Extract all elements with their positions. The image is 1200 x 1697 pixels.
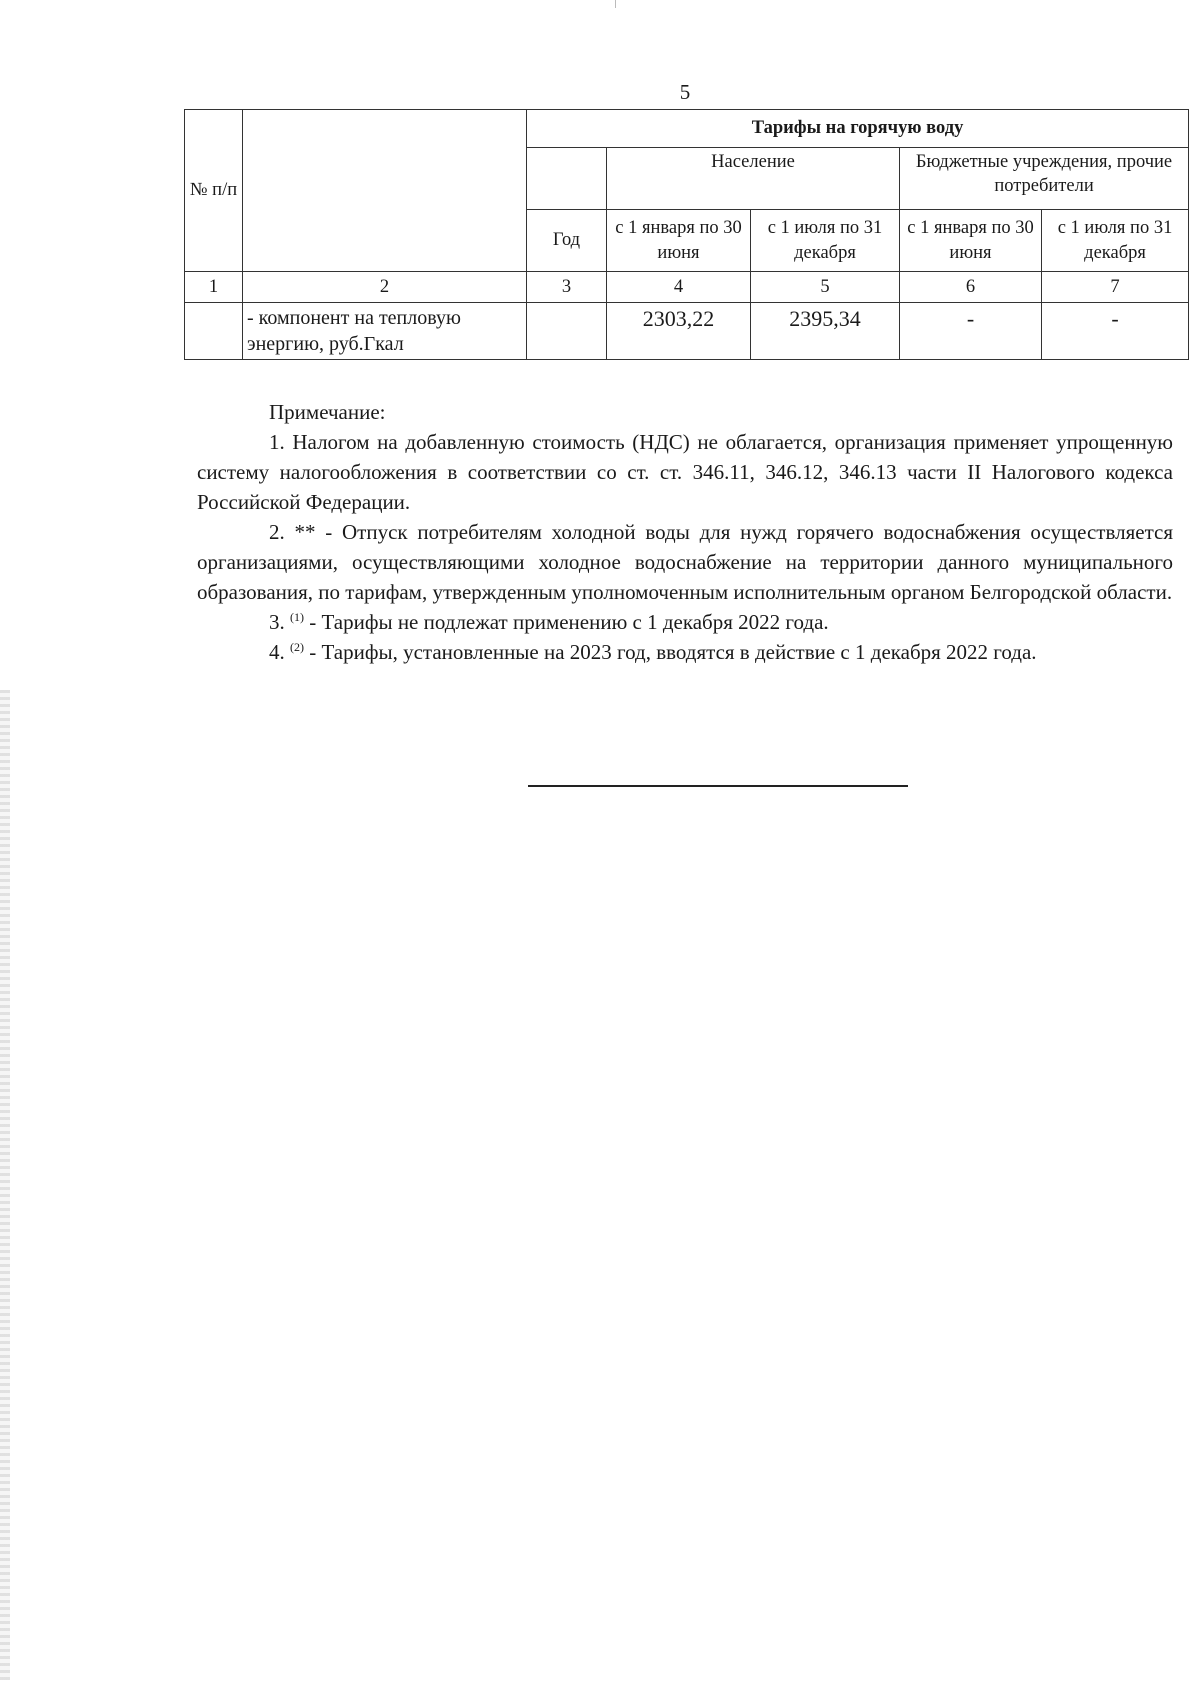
- budget-jan-jun-header: с 1 января по 30 июня: [900, 210, 1042, 272]
- note-4-marker: (2): [290, 640, 304, 654]
- col-description-header: [243, 110, 527, 272]
- budget-jul-dec-value: -: [1042, 303, 1189, 360]
- scan-top-mark: [615, 0, 616, 8]
- col-no-header: № п/п: [185, 110, 243, 272]
- column-number: 4: [607, 272, 751, 303]
- tariff-table: [184, 109, 1189, 360]
- header-row-1: [185, 110, 1189, 148]
- column-number: 7: [1042, 272, 1189, 303]
- page-number: 5: [679, 80, 691, 104]
- column-number: 3: [527, 272, 607, 303]
- column-number: 2: [243, 272, 527, 303]
- note-4-text: - Тарифы, установленные на 2023 год, вводятся в действие с 1 декабря 2022 года.: [309, 640, 1037, 664]
- notes-title: Примечание:: [269, 400, 386, 424]
- row-description: - компонент на тепловую энергию, руб.Гкал: [243, 303, 527, 360]
- note-3: [197, 607, 1173, 637]
- note-2: 2. ** - Отпуск потребителям холодной воды для нужд горячего водоснабжения осуществляется организациями, осуществляющими холодное водоснабжение на территории данного муниципального образования, по тарифам, утвержденным уполномоченным исполнительным органом Белгородской области.: [197, 520, 1173, 604]
- note-3-text: - Тарифы не подлежат применению с 1 декабря 2022 года.: [309, 610, 829, 634]
- budget-consumers-header: Бюджетные учреждения, прочие потребители: [900, 148, 1189, 210]
- column-number-row: [185, 272, 1189, 303]
- population-jan-jun-value: 2303,22: [607, 303, 751, 360]
- note-4-number: 4.: [269, 640, 285, 664]
- column-number: 5: [751, 272, 900, 303]
- column-number: 6: [900, 272, 1042, 303]
- note-3-marker: (1): [290, 610, 304, 624]
- note-4: [197, 637, 1173, 667]
- scan-edge-artifact: [0, 690, 10, 1680]
- notes-section: [197, 397, 1173, 667]
- row-number-cell: [185, 303, 243, 360]
- end-of-document-rule: [528, 785, 908, 787]
- population-jul-dec-value: 2395,34: [751, 303, 900, 360]
- column-number: 1: [185, 272, 243, 303]
- year-group-empty-cell: [527, 148, 607, 210]
- hot-water-tariffs-header: Тарифы на горячую воду: [527, 110, 1189, 148]
- table-row: [185, 303, 1189, 360]
- population-jan-jun-header: с 1 января по 30 июня: [607, 210, 751, 272]
- budget-jul-dec-header: с 1 июля по 31 декабря: [1042, 210, 1189, 272]
- population-header: Население: [607, 148, 900, 210]
- population-jul-dec-header: с 1 июля по 31 декабря: [751, 210, 900, 272]
- note-1: 1. Налогом на добавленную стоимость (НДС) не облагается, организация применяет упрощенную систему налогообложения в соответствии со ст. ст. 346.11, 346.12, 346.13 части II Налогового кодекса Российской Федерации.: [197, 430, 1173, 514]
- row-year: [527, 303, 607, 360]
- note-3-number: 3.: [269, 610, 285, 634]
- budget-jan-jun-value: -: [900, 303, 1042, 360]
- year-header: Год: [527, 210, 607, 272]
